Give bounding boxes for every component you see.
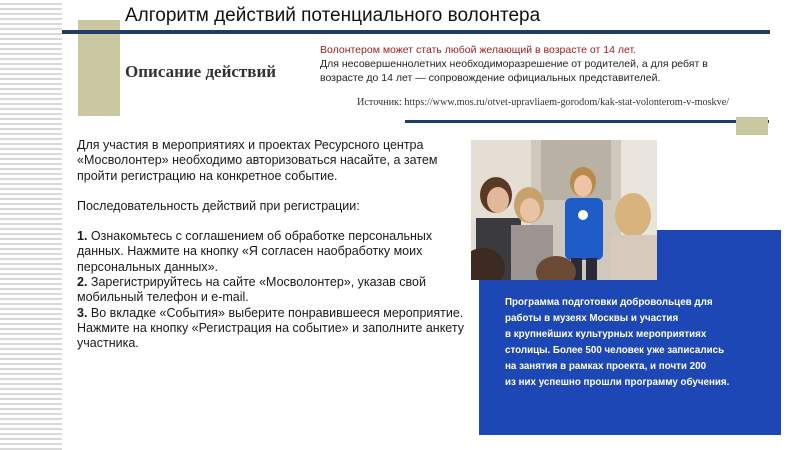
step-1 [77,229,467,275]
step-2-text: Зарегистрируйтесь на сайте «Мосволонтер», указав свой мобильный телефон и e-mail. [77,275,426,305]
title-underline [62,30,770,34]
age-note-line1: Волонтером может стать любой желающий в возрасте от 14 лет. [320,44,637,56]
instructions-text [77,138,467,352]
step-3-text: Во вкладке «События» выберите понравившееся мероприятие. Нажмите на кнопку «Регистрация на событие» и заполните анкету участника. [77,305,464,351]
program-info-line: столицы. Более 500 человек уже записались [505,345,725,356]
source-link[interactable]: Источник: https://www.mos.ru/otvet-upravliaem-gorodom/kak-stat-volonterom-v-moskve/ [357,97,730,108]
step-3-number: 3. [77,305,88,320]
intro-paragraph: Для участия в мероприятиях и проектах Ресурсного центра «Мосволонтер» необходимо авторизоваться насайте, а затем пройти регистрацию на конкретное событие. [77,138,438,183]
section-heading: Описание действий [125,62,277,81]
decorative-olive-bar [736,117,768,135]
program-info-line: Программа подготовки добровольцев для [505,297,713,308]
step-1-text: Ознакомьтесь с соглашением об обработке персональных данных. Нажмите на кнопку «Я согласен наобработку моих персональных данных». [77,229,433,274]
step-2 [77,275,467,306]
decorative-olive-block [78,20,120,116]
step-1-number: 1. [77,229,88,244]
sequence-heading: Последовательность действий при регистрации: [77,198,360,213]
program-info-text [505,295,770,391]
step-2-number: 2. [77,275,88,290]
decorative-stripes [0,0,62,450]
age-note [320,43,720,85]
program-info-line: в крупнейших культурных мероприятиях [505,329,707,340]
step-3 [77,306,467,352]
program-info-line: работы в музеях Москвы и участия [505,313,679,324]
age-note-line2: Для несовершеннолетних необходиморазрешение от родителей, а для ребят в возрасте до 14 лет — сопровождение официальных представителей. [320,58,708,84]
volunteers-photo [471,140,657,280]
program-info-line: из них успешно прошли программу обучения. [505,377,730,388]
source-underline [405,120,769,123]
slide-title: Алгоритм действий потенциального волонтера [125,5,541,26]
program-info-line: на занятия в рамках проекта, и почти 200 [505,361,707,372]
